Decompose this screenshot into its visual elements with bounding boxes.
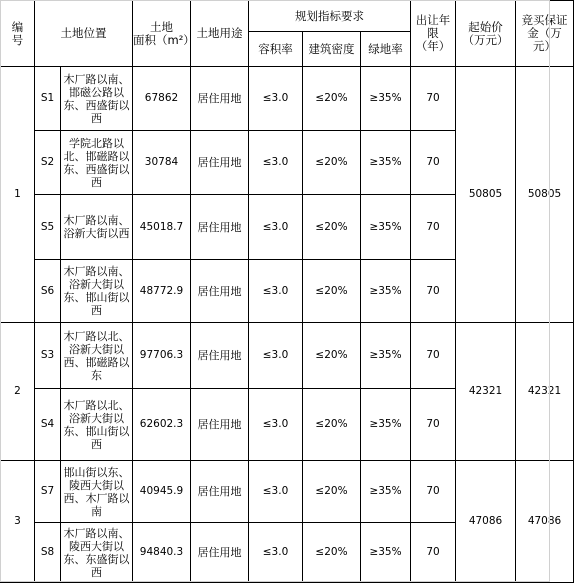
parcel-area-cell: 97706.3 (133, 323, 191, 389)
floor-area-ratio-cell: ≤3.0 (249, 461, 303, 523)
table-row (1, 323, 574, 389)
lease-term-cell: 70 (411, 195, 456, 260)
parcel-code-cell: S3 (35, 323, 61, 389)
building-density-cell: ≤20% (303, 461, 361, 523)
parcel-code-cell: S4 (35, 389, 61, 461)
parcel-location-cell: 木厂路以北、浴新大街以东、邯山街以西 (61, 389, 133, 461)
header-term: 出让年限 （年） (411, 1, 456, 67)
building-density-cell: ≤20% (303, 131, 361, 195)
group-number-cell: 1 (1, 67, 35, 323)
lease-term-cell: 70 (411, 523, 456, 583)
header-density: 建筑密度 (303, 32, 361, 67)
land-use-cell: 居住用地 (191, 323, 249, 389)
start-price-cell: 50805 (456, 67, 516, 323)
green-ratio-cell: ≥35% (361, 131, 411, 195)
start-price-cell: 47086 (456, 461, 516, 583)
building-density-cell: ≤20% (303, 389, 361, 461)
green-ratio-cell: ≥35% (361, 195, 411, 260)
floor-area-ratio-cell: ≤3.0 (249, 67, 303, 131)
land-use-cell: 居住用地 (191, 67, 249, 131)
header-no: 编 号 (1, 1, 35, 67)
parcel-code-cell: S2 (35, 131, 61, 195)
lease-term-cell: 70 (411, 461, 456, 523)
land-use-cell: 居住用地 (191, 131, 249, 195)
floor-area-ratio-cell: ≤3.0 (249, 260, 303, 323)
lease-term-cell: 70 (411, 131, 456, 195)
lease-term-cell: 70 (411, 389, 456, 461)
floor-area-ratio-cell: ≤3.0 (249, 131, 303, 195)
header-start-price: 起始价 （万元） (456, 1, 516, 67)
start-price-cell: 42321 (456, 323, 516, 461)
group-number-cell: 3 (1, 461, 35, 583)
parcel-area-cell: 62602.3 (133, 389, 191, 461)
header-area: 土地 面积（m²） (133, 1, 191, 67)
parcel-area-cell: 67862 (133, 67, 191, 131)
land-use-cell: 居住用地 (191, 389, 249, 461)
green-ratio-cell: ≥35% (361, 67, 411, 131)
parcel-code-cell: S5 (35, 195, 61, 260)
land-use-cell: 居住用地 (191, 195, 249, 260)
table-row (1, 461, 574, 523)
header-far: 容积率 (249, 32, 303, 67)
parcel-location-cell: 木厂路以北、浴新大街以西、邯磁路以东 (61, 323, 133, 389)
header-deposit: 竞买保证 金（万 元） (516, 1, 574, 67)
green-ratio-cell: ≥35% (361, 389, 411, 461)
parcel-area-cell: 40945.9 (133, 461, 191, 523)
deposit-cell: 42321 (516, 323, 574, 461)
lease-term-cell: 70 (411, 67, 456, 131)
parcel-location-cell: 木厂路以南、陵西大街以东、东盛街以西 (61, 523, 133, 583)
header-row-top (1, 1, 574, 32)
floor-area-ratio-cell: ≤3.0 (249, 523, 303, 583)
building-density-cell: ≤20% (303, 67, 361, 131)
land-use-cell: 居住用地 (191, 523, 249, 583)
parcel-location-cell: 木厂路以南、邯磁公路以东、西盛街以西 (61, 67, 133, 131)
lease-term-cell: 70 (411, 260, 456, 323)
parcel-area-cell: 48772.9 (133, 260, 191, 323)
table-row (1, 67, 574, 131)
parcel-code-cell: S8 (35, 523, 61, 583)
green-ratio-cell: ≥35% (361, 260, 411, 323)
header-plan: 规划指标要求 (249, 1, 411, 32)
parcel-area-cell: 30784 (133, 131, 191, 195)
deposit-cell: 47086 (516, 461, 574, 583)
parcel-location-cell: 木厂路以南、浴新大街以东、邯山街以西 (61, 260, 133, 323)
floor-area-ratio-cell: ≤3.0 (249, 323, 303, 389)
parcel-area-cell: 94840.3 (133, 523, 191, 583)
green-ratio-cell: ≥35% (361, 523, 411, 583)
deposit-cell: 50805 (516, 67, 574, 323)
header-location: 土地位置 (35, 1, 133, 67)
header-green: 绿地率 (361, 32, 411, 67)
parcel-code-cell: S6 (35, 260, 61, 323)
building-density-cell: ≤20% (303, 260, 361, 323)
parcel-area-cell: 45018.7 (133, 195, 191, 260)
building-density-cell: ≤20% (303, 195, 361, 260)
parcel-location-cell: 邯山街以东、陵西大街以西、木厂路以南 (61, 461, 133, 523)
group-number-cell: 2 (1, 323, 35, 461)
lease-term-cell: 70 (411, 323, 456, 389)
parcel-location-cell: 木厂路以南、浴新大街以西 (61, 195, 133, 260)
floor-area-ratio-cell: ≤3.0 (249, 389, 303, 461)
parcel-code-cell: S1 (35, 67, 61, 131)
floor-area-ratio-cell: ≤3.0 (249, 195, 303, 260)
land-use-cell: 居住用地 (191, 461, 249, 523)
green-ratio-cell: ≥35% (361, 461, 411, 523)
building-density-cell: ≤20% (303, 323, 361, 389)
parcel-location-cell: 学院北路以北、邯磁路以东、西盛街以西 (61, 131, 133, 195)
green-ratio-cell: ≥35% (361, 323, 411, 389)
land-use-cell: 居住用地 (191, 260, 249, 323)
parcel-code-cell: S7 (35, 461, 61, 523)
header-use: 土地用途 (191, 1, 249, 67)
building-density-cell: ≤20% (303, 523, 361, 583)
